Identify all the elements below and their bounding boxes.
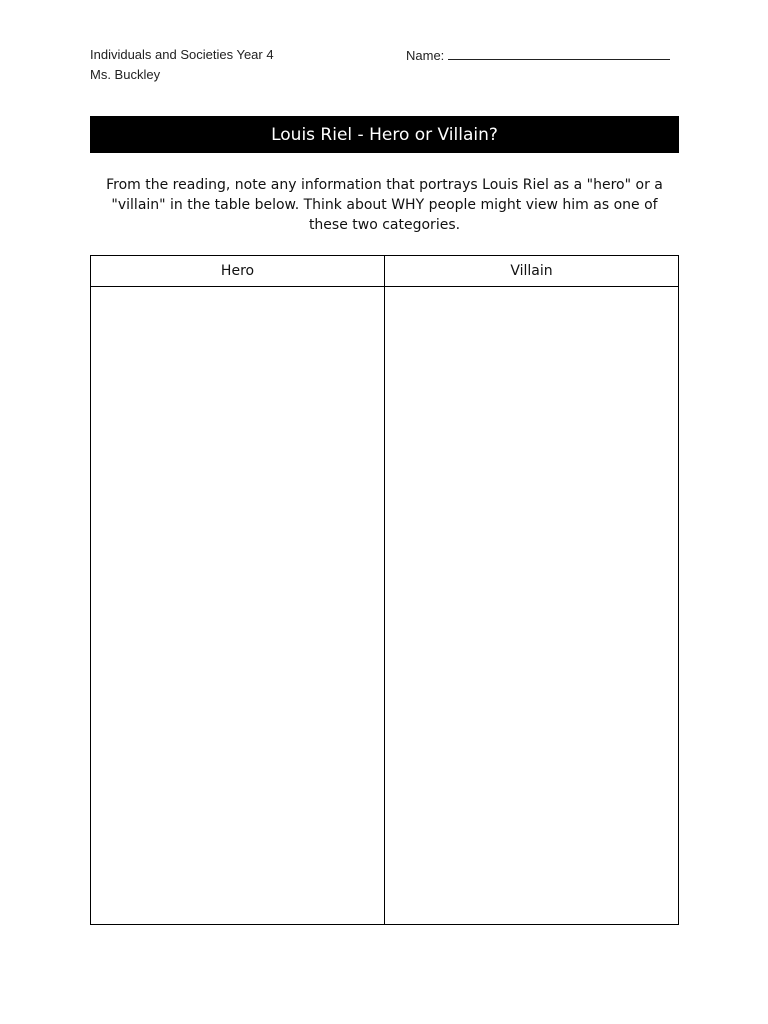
instructions-text: From the reading, note any information that portrays Louis Riel as a "hero" or a "villain" in the table below. Think about WHY people might view him as one of these two categories. xyxy=(106,177,663,233)
hero-column-cell[interactable] xyxy=(91,287,384,924)
worksheet-header xyxy=(90,45,274,85)
villain-column xyxy=(384,256,678,924)
name-field[interactable] xyxy=(406,45,670,66)
name-blank-line[interactable] xyxy=(448,45,670,60)
hero-column xyxy=(91,256,384,924)
worksheet-title-bar xyxy=(90,116,679,153)
villain-column-header: Villain xyxy=(385,256,678,287)
course-name: Individuals and Societies Year 4 xyxy=(90,47,274,62)
hero-column-header: Hero xyxy=(91,256,384,287)
worksheet-title: Louis Riel - Hero or Villain? xyxy=(271,124,498,145)
villain-column-cell[interactable] xyxy=(385,287,678,924)
hero-villain-table xyxy=(90,255,679,925)
teacher-name: Ms. Buckley xyxy=(90,67,161,82)
name-label: Name: xyxy=(406,48,445,63)
